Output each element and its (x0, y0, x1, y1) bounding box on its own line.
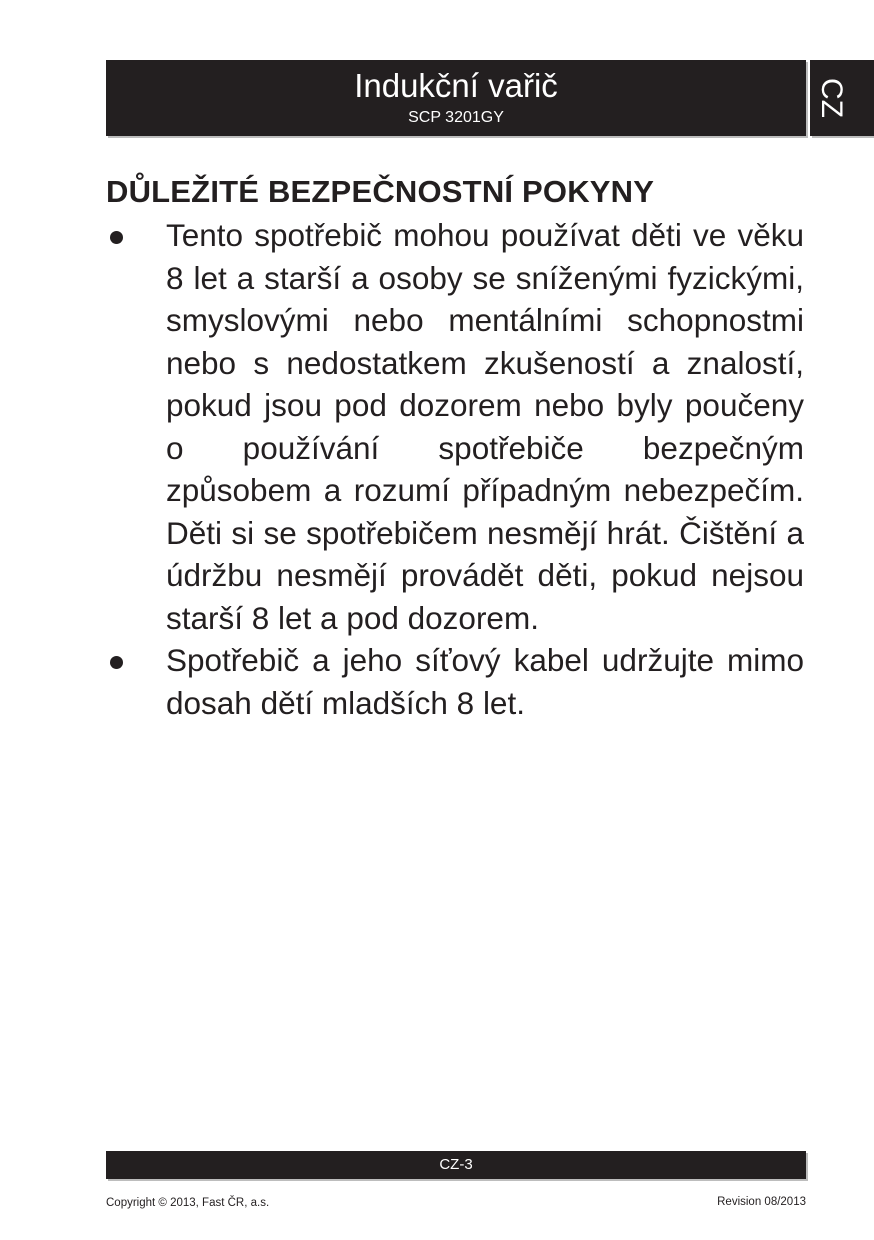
list-item (106, 639, 804, 724)
product-title: Indukční vařič (354, 67, 558, 104)
copyright-notice: Copyright © 2013, Fast ČR, a.s. (106, 1197, 270, 1209)
bullet-icon (110, 231, 123, 244)
language-label: CZ (815, 78, 848, 118)
page-number: CZ-3 (439, 1156, 473, 1173)
list-item (106, 214, 804, 639)
footer-bar (106, 1151, 806, 1179)
header-bar (106, 60, 806, 136)
revision-label: Revision 08/2013 (717, 1196, 806, 1208)
product-model: SCP 3201GY (408, 109, 504, 126)
language-tab (810, 60, 874, 136)
section-heading: DŮLEŽITÉ BEZPEČNOSTNÍ POKYNY (106, 174, 655, 209)
bullet-icon (110, 656, 123, 669)
list-item-text: Tento spotřebič mohou používat děti ve věku 8 let a starší a osoby se sníženými fyzickými, smyslovými nebo mentálními schopnostmi nebo s nedostatkem zkušeností a znalostí, pokud jsou pod dozorem nebo byly poučeny o používání spotřebiče bezpečným způsobem a rozumí případným nebezpečím. Děti si se spotřebičem nesmějí hrát. Čištění a údržbu nesmějí provádět děti, pokud nejsou starší 8 let a pod dozorem. (166, 217, 804, 636)
list-item-text: Spotřebič a jeho síťový kabel udržujte mimo dosah dětí mladších 8 let. (166, 642, 804, 721)
safety-instructions-list (106, 214, 804, 724)
